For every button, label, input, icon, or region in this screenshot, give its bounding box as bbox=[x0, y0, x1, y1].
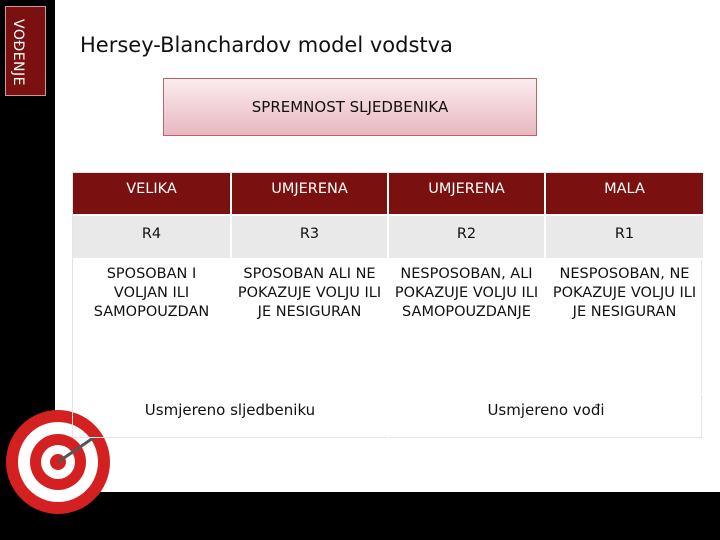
level-cell: R2 bbox=[456, 226, 477, 242]
header-cell: UMJERENA bbox=[271, 181, 348, 197]
slide-title: Hersey-Blanchardov model vodstva bbox=[80, 33, 453, 57]
readiness-box bbox=[163, 78, 537, 136]
level-cell: R4 bbox=[141, 226, 162, 242]
description-cell: SPOSOBAN ALI NE POKAZUJE VOLJU ILI JE NESIGURAN bbox=[237, 266, 382, 320]
follower-oriented-label: Usmjereno sljedbeniku bbox=[144, 401, 316, 419]
header-cell: VELIKA bbox=[126, 181, 177, 197]
row-divider bbox=[73, 214, 703, 216]
row-divider bbox=[73, 258, 703, 260]
readiness-table bbox=[72, 172, 702, 438]
header-cell: UMJERENA bbox=[428, 181, 505, 197]
description-cell: NESPOSOBAN, ALI POKAZUJE VOLJU ILI SAMOPOUZDANJE bbox=[394, 266, 539, 320]
section-label: VOĐENJE bbox=[10, 19, 26, 86]
leader-oriented-label: Usmjereno vođi bbox=[487, 401, 605, 419]
description-cell: NESPOSOBAN, NE POKAZUJE VOLJU ILI JE NESIGURAN bbox=[552, 266, 697, 320]
readiness-box-label: SPREMNOST SLJEDBENIKA bbox=[251, 98, 449, 116]
row-divider bbox=[73, 393, 703, 395]
section-tab bbox=[5, 6, 46, 96]
description-cell: SPOSOBAN I VOLJAN ILI SAMOPOUZDAN bbox=[93, 266, 210, 320]
header-cell: MALA bbox=[604, 181, 645, 197]
level-cell: R3 bbox=[299, 226, 320, 242]
level-cell: R1 bbox=[614, 226, 635, 242]
